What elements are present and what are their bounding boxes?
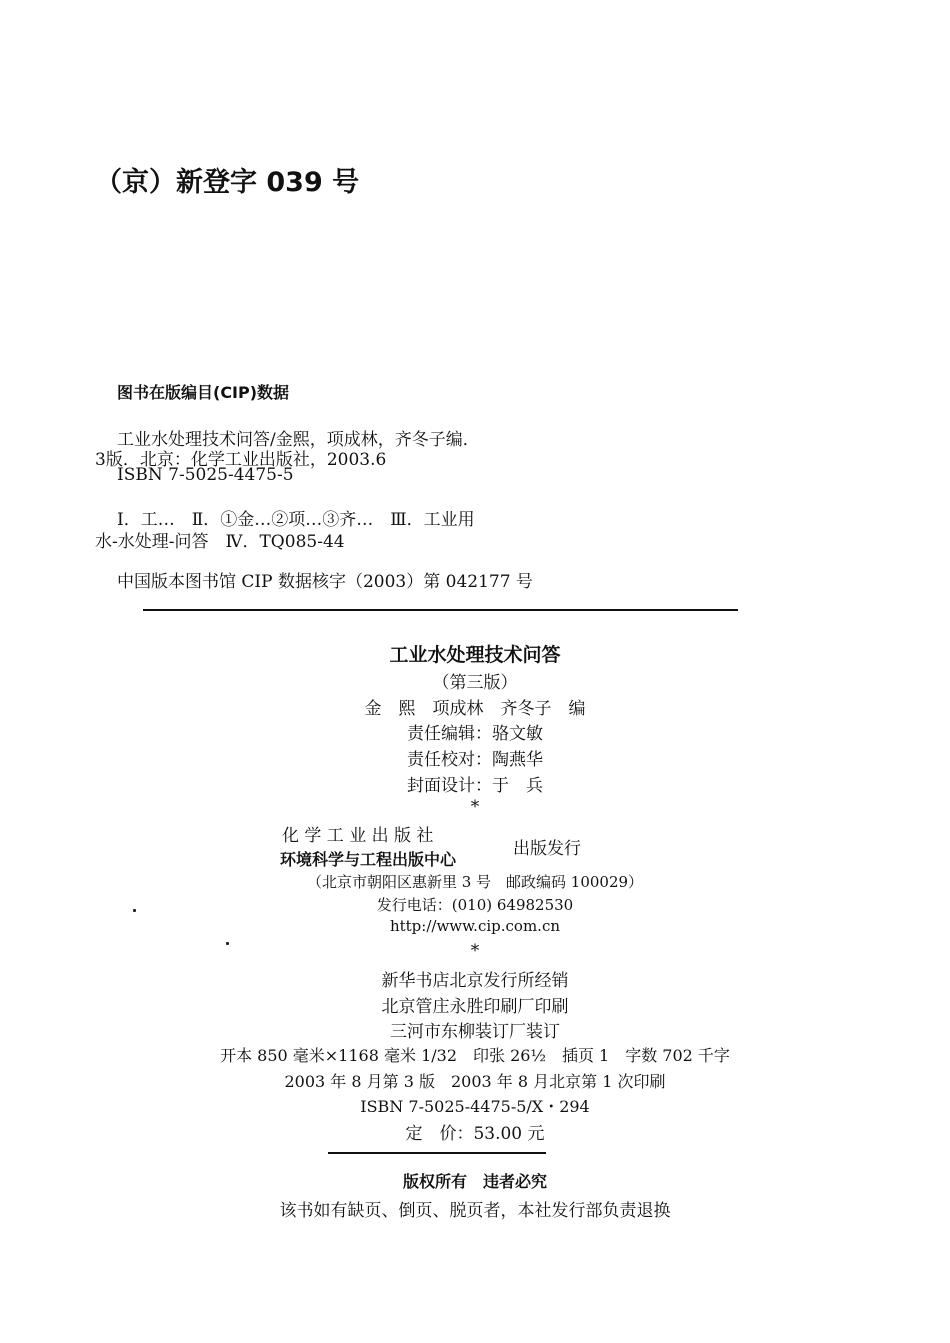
cip-approval: 中国版本图书馆 CIP 数据核字（2003）第 042177 号 bbox=[117, 572, 533, 592]
top-divider bbox=[143, 609, 738, 611]
separator-star-2: * bbox=[470, 941, 480, 961]
publisher-center: 环境科学与工程出版中心 bbox=[280, 850, 457, 869]
cip-line-3: ISBN 7-5025-4475-5 bbox=[117, 465, 294, 485]
book-format: 开本 850 毫米×1168 毫米 1/32 印张 26½ 插页 1 字数 702 千字 bbox=[220, 1046, 730, 1065]
cip-line-4: Ⅰ．工… Ⅱ．①金…②项…③齐… Ⅲ．工业用 bbox=[117, 510, 475, 530]
distribution-phone: 发行电话：(010) 64982530 bbox=[376, 896, 574, 914]
scan-speck bbox=[133, 909, 136, 912]
book-title: 工业水处理技术问答 bbox=[389, 644, 561, 666]
binder: 三河市东柳装订厂装订 bbox=[390, 1022, 560, 1042]
scan-speck bbox=[226, 942, 229, 945]
authors: 金 熙 项成林 齐冬子 编 bbox=[364, 699, 586, 719]
print-history: 2003 年 8 月第 3 版 2003 年 8 月北京第 1 次印刷 bbox=[284, 1072, 666, 1091]
cip-line-5: 水-水处理-问答 Ⅳ．TQ085-44 bbox=[95, 532, 345, 552]
price: 定 价：53.00 元 bbox=[405, 1124, 545, 1144]
edition: （第三版） bbox=[432, 673, 518, 693]
publisher-name: 化 学 工 业 出 版 社 bbox=[282, 826, 434, 846]
return-policy: 该书如有缺页、倒页、脱页者，本社发行部负责退换 bbox=[279, 1201, 671, 1221]
copyright-notice: 版权所有 违者必究 bbox=[402, 1172, 547, 1191]
cip-heading: 图书在版编目(CIP)数据 bbox=[117, 383, 290, 402]
separator-star-1: * bbox=[470, 797, 480, 817]
bottom-divider bbox=[328, 1152, 546, 1154]
publisher-address: （北京市朝阳区惠新里 3 号 邮政编码 100029） bbox=[306, 873, 644, 891]
isbn: ISBN 7-5025-4475-5/X・294 bbox=[360, 1097, 590, 1116]
cip-line-2: 3版．北京：化学工业出版社，2003.6 bbox=[95, 450, 387, 470]
distributor: 新华书店北京发行所经销 bbox=[381, 971, 569, 991]
printer: 北京管庄永胜印刷厂印刷 bbox=[381, 997, 569, 1017]
editor: 责任编辑：骆文敏 bbox=[407, 724, 543, 744]
proofreader: 责任校对：陶燕华 bbox=[407, 750, 543, 770]
publish-issue: 出版发行 bbox=[513, 839, 581, 859]
cover-design: 封面设计：于 兵 bbox=[407, 776, 543, 796]
website: http://www.cip.com.cn bbox=[389, 917, 561, 935]
registration-number: （京）新登字 039 号 bbox=[95, 167, 360, 198]
cip-line-1: 工业水处理技术问答/金熙，项成林，齐冬子编． bbox=[117, 430, 480, 450]
